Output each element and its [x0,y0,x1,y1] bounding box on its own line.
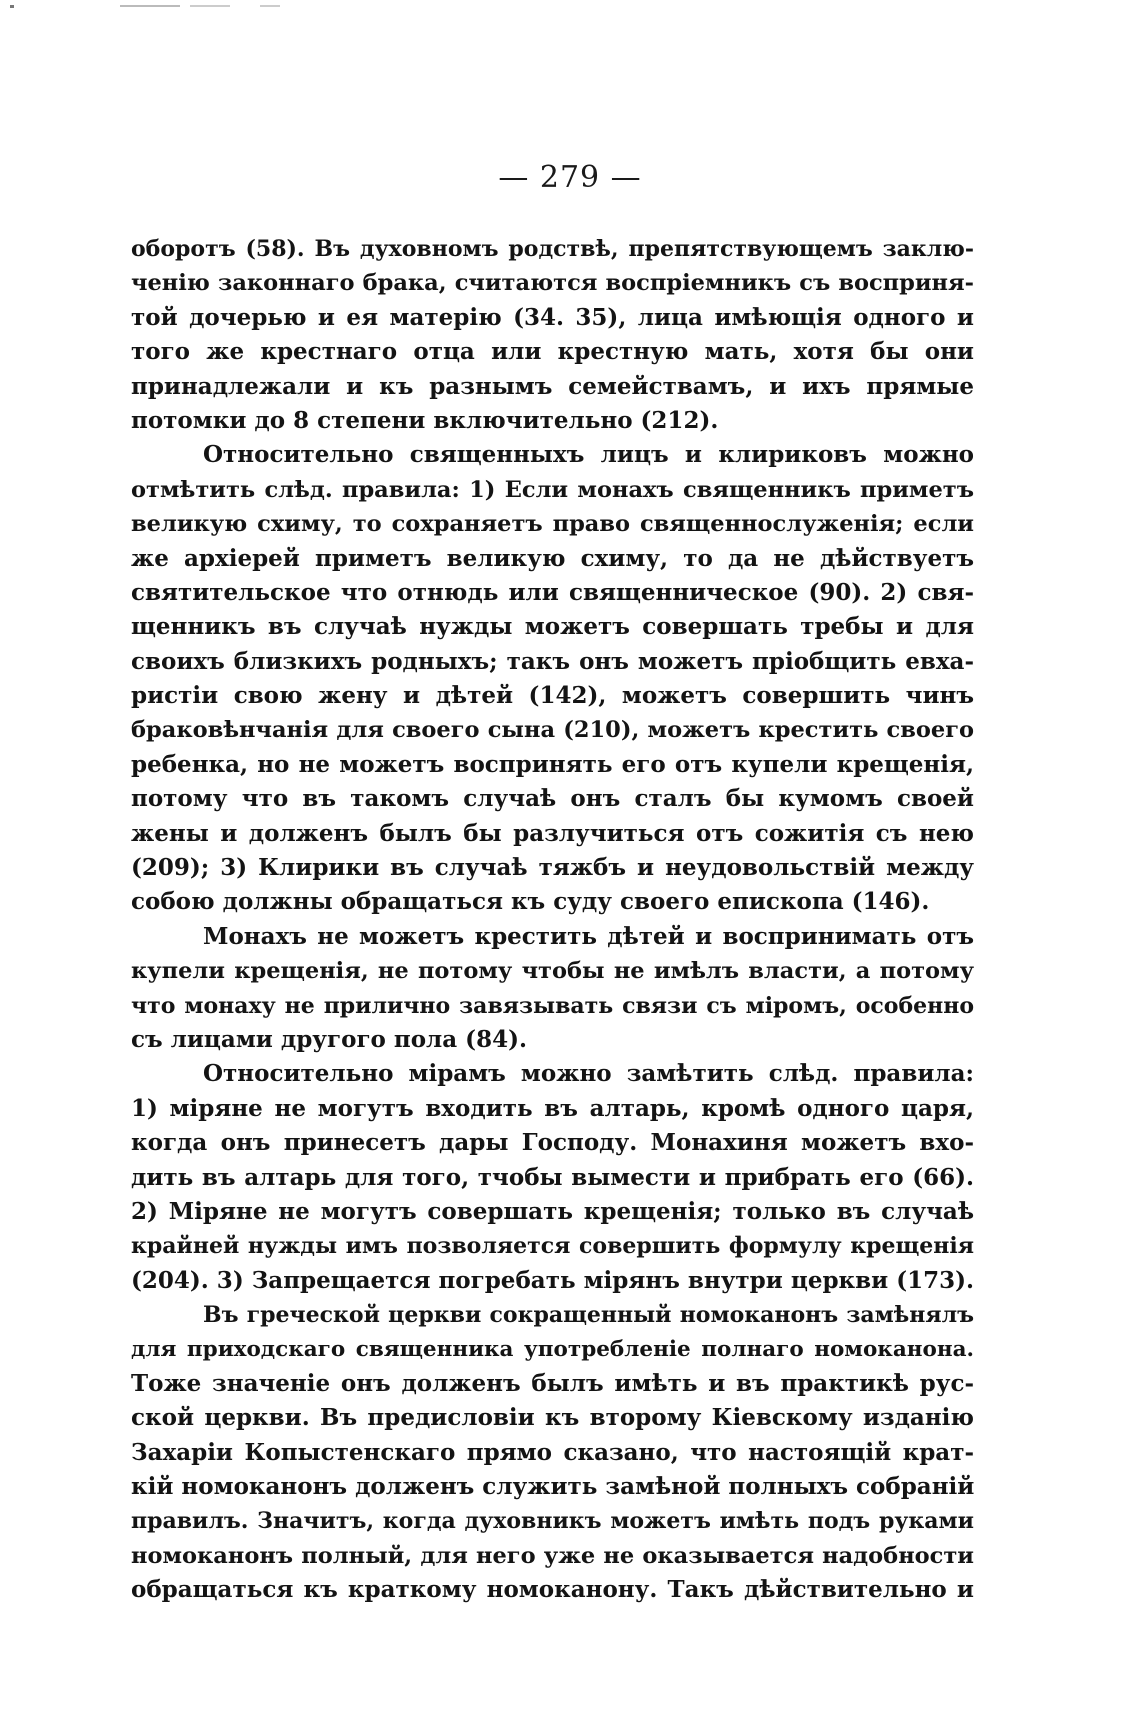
text-line: принадлежали и къ разнымъ семействамъ, и ихъ прямые [131,372,974,400]
text-line: оборотъ (58). Въ духовномъ родствѣ, препятствующемъ заклю- [131,236,974,262]
text-line: что монаху не прилично завязывать связи съ міромъ, особенно [131,992,974,1019]
text-line: потомки до 8 степени включительно (212). [131,406,719,434]
text-line: своихъ близкихъ родныхъ; такъ онъ можетъ пріобщить евха- [131,647,974,675]
scan-edge-mark [260,5,280,7]
text-line: собою должны обращаться къ суду своего епископа (146). [131,888,930,916]
scan-edge-mark [190,5,230,7]
text-line: жены и долженъ былъ бы разлучиться отъ сожитія съ нею [131,819,974,847]
text-line: (204). 3) Запрещается погребать мірянъ внутри церкви (173). [131,1266,974,1294]
text-line: ребенка, но не можетъ воспринять его отъ купели крещенія, [131,750,974,778]
text-line: Тоже значеніе онъ долженъ былъ имѣть и въ практикѣ рус- [131,1369,974,1397]
text-line: ристіи свою жену и дѣтей (142), можетъ совершить чинъ [131,682,974,710]
text-line: (209); 3) Клирики въ случаѣ тяжбъ и неудовольствій между [131,854,974,882]
text-line: того же крестнаго отца или крестную мать, хотя бы они [131,338,974,366]
scan-edge-mark [10,5,14,8]
text-line: кій номоканонъ долженъ служить замѣной полныхъ собраній [131,1473,975,1501]
text-line: номоканонъ полный, для него уже не оказывается надобности [131,1542,974,1569]
text-line: Относительно священныхъ лицъ и клириковъ можно [203,441,974,469]
text-line: 1) міряне не могутъ входить въ алтарь, кромѣ одного царя, [131,1094,974,1122]
text-line: Въ греческой церкви сокращенный номоканонъ замѣнялъ [203,1302,974,1329]
text-line: Захаріи Копыстенскаго прямо сказано, что настоящій крат- [131,1438,974,1466]
scan-edge-artifact [10,4,430,10]
text-line: браковѣнчанія для своего сына (210), можетъ крестить своего [131,717,974,744]
text-line: для приходскаго священника употребленіе полнаго номоканона. [131,1336,974,1362]
text-line: Монахъ не можетъ крестить дѣтей и воспринимать отъ [203,922,974,950]
text-line: же архіерей приметъ великую схиму, то да не дѣйствуетъ [131,544,974,572]
text-line: обращаться къ краткому номоканону. Такъ дѣйствительно и [131,1576,974,1604]
text-line: съ лицами другого пола (84). [131,1025,527,1053]
page-number: — 279 — [498,160,642,195]
text-line: отмѣтить слѣд. правила: 1) Если монахъ священникъ приметъ [131,476,974,503]
text-line: Относительно мірамъ можно замѣтить слѣд. правила: [203,1060,974,1088]
text-line: 2) Міряне не могутъ совершать крещенія; только въ случаѣ [131,1197,974,1225]
text-line: когда онъ принесетъ дары Господу. Монахиня можетъ вхо- [131,1129,974,1157]
text-line: ской церкви. Въ предисловіи къ второму Кіевскому изданію [131,1404,974,1432]
text-line: купели крещенія, не потому чтобы не имѣлъ власти, а потому [131,958,974,985]
text-line: правилъ. Значитъ, когда духовникъ можетъ имѣть подъ руками [131,1508,974,1535]
text-line: крайней нужды имъ позволяется совершить формулу крещенія [131,1233,974,1260]
text-line: ченію законнаго брака, считаются воспріемникъ съ восприня- [131,270,974,297]
text-line: потому что въ такомъ случаѣ онъ сталъ бы кумомъ своей [131,785,974,813]
text-line: дить въ алтарь для того, тчобы вымести и прибрать его (66). [131,1163,974,1191]
body-text [131,232,974,1608]
scan-edge-mark [120,5,180,7]
text-line: щенникъ въ случаѣ нужды можетъ совершать требы и для [131,613,974,641]
text-line: святительское что отнюдь или священническое (90). 2) свя- [131,578,974,606]
text-line: великую схиму, то сохраняетъ право священнослуженія; если [131,511,974,538]
text-line: той дочерью и ея матерію (34. 35), лица имѣющія одного и [131,303,974,331]
